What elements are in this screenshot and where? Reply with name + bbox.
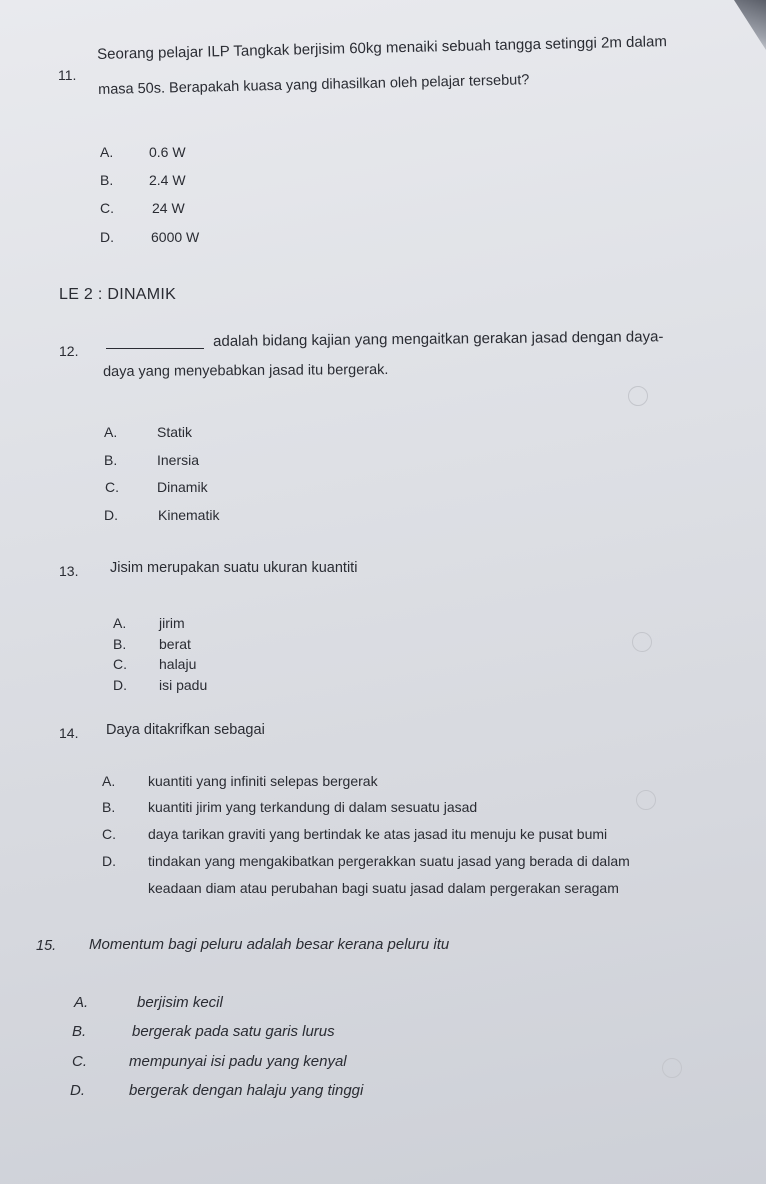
option-letter: D. bbox=[102, 853, 116, 869]
option-text: jirim bbox=[159, 615, 185, 631]
faint-circle-mark bbox=[632, 632, 652, 652]
question-14-number: 14. bbox=[59, 725, 79, 741]
question-15-option-a[interactable] bbox=[74, 994, 674, 1016]
option-letter: D. bbox=[100, 229, 114, 245]
question-11-option-d[interactable] bbox=[100, 229, 300, 249]
option-text: daya tarikan graviti yang bertindak ke atas jasad itu menuju ke pusat bumi bbox=[148, 826, 608, 842]
faint-circle-mark bbox=[636, 790, 656, 810]
option-text: kuantiti jirim yang terkandung di dalam sesuatu jasad bbox=[148, 799, 478, 815]
question-11-option-c[interactable] bbox=[100, 200, 300, 220]
question-11-option-a[interactable] bbox=[100, 144, 300, 164]
option-letter: D. bbox=[104, 507, 118, 523]
option-text: tindakan yang mengakibatkan pergerakkan suatu jasad yang berada di dalam bbox=[148, 853, 630, 869]
option-text: bergerak pada satu garis lurus bbox=[132, 1023, 335, 1040]
option-letter: A. bbox=[104, 424, 118, 440]
question-12-number: 12. bbox=[59, 343, 79, 359]
question-14-option-d-line2: keadaan diam atau perubahan bagi suatu jasad dalam pergerakan seragam bbox=[148, 880, 619, 896]
option-text: halaju bbox=[159, 656, 197, 672]
option-letter: D. bbox=[113, 677, 127, 693]
question-12-text-line1: adalah bidang kajian yang mengaitkan gerakan jasad dengan daya- bbox=[213, 328, 664, 350]
question-13-option-b[interactable] bbox=[113, 636, 313, 656]
option-text: Kinematik bbox=[158, 507, 220, 523]
option-text: 2.4 W bbox=[149, 172, 186, 188]
option-text: berat bbox=[159, 636, 191, 652]
option-letter: A. bbox=[102, 773, 116, 789]
question-15-number: 15. bbox=[36, 938, 57, 954]
question-12-option-b[interactable] bbox=[104, 452, 304, 472]
page-corner-shadow bbox=[726, 0, 766, 50]
option-text: isi padu bbox=[159, 677, 208, 693]
option-text: Statik bbox=[157, 424, 193, 440]
question-15-option-c[interactable] bbox=[72, 1053, 672, 1075]
question-12-option-a[interactable] bbox=[104, 424, 304, 444]
option-text: Dinamik bbox=[157, 479, 208, 495]
question-14-option-c[interactable] bbox=[102, 826, 742, 846]
answer-blank bbox=[106, 347, 204, 349]
question-13-option-a[interactable] bbox=[113, 615, 313, 635]
question-13-text-line1: Jisim merupakan suatu ukuran kuantiti bbox=[110, 560, 358, 576]
question-15-option-b[interactable] bbox=[72, 1023, 672, 1045]
question-14-text-line1: Daya ditakrifkan sebagai bbox=[106, 722, 265, 738]
option-text: 6000 W bbox=[151, 229, 200, 245]
option-letter: B. bbox=[102, 799, 116, 815]
question-13-number: 13. bbox=[59, 563, 79, 579]
question-15-text-line1: Momentum bagi peluru adalah besar kerana peluru itu bbox=[89, 936, 450, 953]
option-text: 24 W bbox=[152, 200, 185, 216]
question-13-option-d[interactable] bbox=[113, 677, 313, 697]
option-text: bergerak dengan halaju yang tinggi bbox=[129, 1082, 364, 1099]
option-letter: C. bbox=[100, 200, 114, 216]
option-letter: B. bbox=[113, 636, 127, 652]
question-12-blank-row bbox=[106, 336, 204, 353]
option-text: Inersia bbox=[157, 452, 200, 468]
option-letter: D. bbox=[70, 1082, 85, 1099]
faint-circle-mark bbox=[628, 386, 648, 406]
option-text: kuantiti yang infiniti selepas bergerak bbox=[148, 773, 378, 789]
option-text: 0.6 W bbox=[149, 144, 186, 160]
question-12-option-c[interactable] bbox=[105, 479, 305, 499]
option-letter: C. bbox=[113, 656, 127, 672]
option-letter: C. bbox=[102, 826, 116, 842]
question-11-text-line2: masa 50s. Berapakah kuasa yang dihasilkan oleh pelajar tersebut? bbox=[98, 72, 530, 98]
question-14-option-d[interactable] bbox=[102, 853, 742, 873]
faint-circle-mark bbox=[662, 1058, 682, 1078]
option-text: mempunyai isi padu yang kenyal bbox=[129, 1053, 347, 1070]
section-title: LE 2 : DINAMIK bbox=[59, 286, 177, 303]
question-12-text-line2: daya yang menyebabkan jasad itu bergerak. bbox=[103, 362, 389, 380]
option-letter: B. bbox=[104, 452, 118, 468]
question-12-option-d[interactable] bbox=[104, 507, 304, 527]
option-letter: C. bbox=[105, 479, 119, 495]
question-13-option-c[interactable] bbox=[113, 656, 313, 676]
option-letter: B. bbox=[72, 1023, 87, 1040]
question-11-option-b[interactable] bbox=[100, 172, 300, 192]
option-letter: C. bbox=[72, 1053, 87, 1070]
option-letter: B. bbox=[100, 172, 114, 188]
option-text: berjisim kecil bbox=[137, 994, 223, 1011]
option-letter: A. bbox=[113, 615, 127, 631]
option-letter: A. bbox=[74, 994, 89, 1011]
question-15-option-d[interactable] bbox=[70, 1082, 670, 1104]
question-11-text-line1: Seorang pelajar ILP Tangkak berjisim 60kg menaiki sebuah tangga setinggi 2m dalam bbox=[97, 33, 668, 63]
question-11-number: 11. bbox=[58, 67, 77, 83]
option-letter: A. bbox=[100, 144, 114, 160]
